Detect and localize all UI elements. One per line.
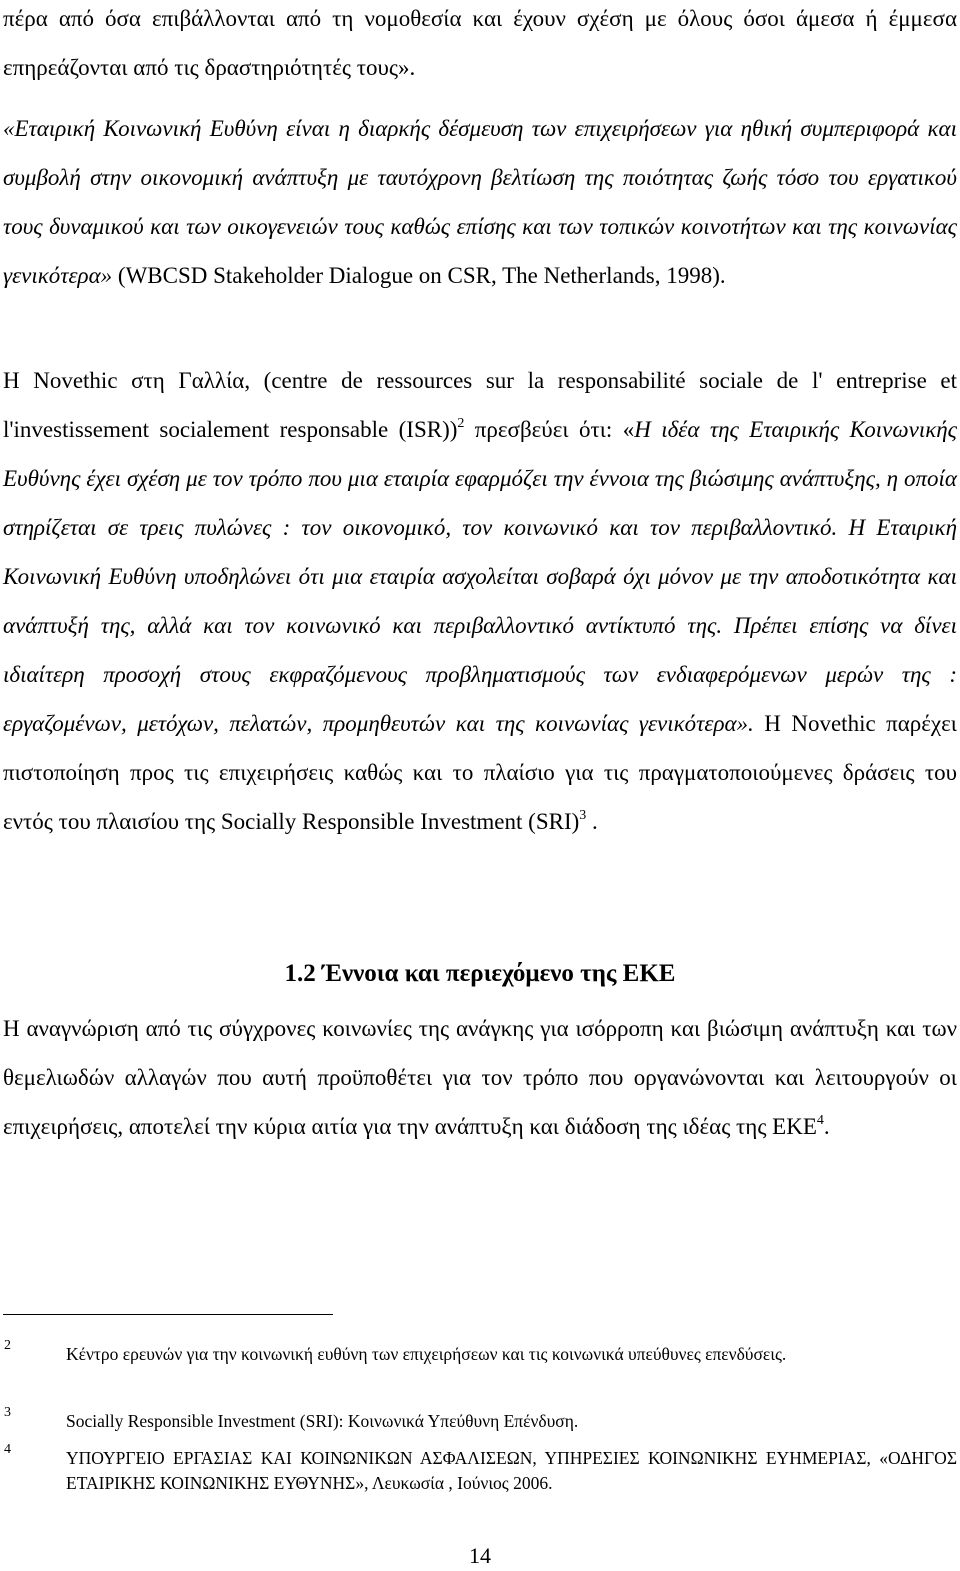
footnote-ref-3[interactable]: 3: [579, 808, 587, 823]
wbcsd-citation: (WBCSD Stakeholder Dialogue on CSR, The Netherlands, 1998).: [112, 263, 726, 288]
recognition-end: .: [823, 1114, 830, 1139]
novethic-end: .: [586, 809, 598, 834]
footnote-text: ΥΠΟΥΡΓΕΙΟ ΕΡΓΑΣΙΑΣ ΚΑΙ ΚΟΙΝΩΝΙΚΩΝ ΑΣΦΑΛΙΣΕΩΝ, ΥΠΗΡΕΣΙΕΣ ΚΟΙΝΩΝΙΚΗΣ ΕΥΗΜΕΡΙΑΣ, «ΟΔΗΓΟΣ ΕΤΑΙΡΙΚΗΣ ΚΟΙΝΩΝΙΚΗΣ ΕΥΘΥΝΗΣ», Λευκωσία , Ιούνιος 2006.: [66, 1448, 957, 1493]
novethic-lead-in: πρεσβεύει ότι: «: [464, 417, 635, 442]
footnote-number: 2: [4, 1338, 11, 1353]
section-heading: 1.2 Έννοια και περιεχόμενο της ΕΚΕ: [284, 960, 676, 987]
footnote-divider: [3, 1314, 333, 1315]
wbcsd-quote: «Εταιρική Κοινωνική Ευθύνη είναι η διαρκής δέσμευση των επιχειρήσεων για ηθική συμπεριφορά και συμβολή στην οικονομική ανάπτυξη με ταυτόχρονη βελτίωση της ποιότητας ζωής τόσο του εργατικού τους δυναμικού και των οικογενειών τους καθώς επίσης και των τοπικών κοινοτήτων και της κοινωνίας γενικότερα»: [3, 116, 957, 288]
novethic-intro: H Novethic στη Γαλλία, (centre de ressources sur la responsabilité sociale de l' entreprise et l'investissement socialement responsable (ISR)): [3, 368, 957, 442]
footnote-text: Κέντρο ερευνών για την κοινωνική ευθύνη των επιχειρήσεων και τις κοινωνικά υπεύθυνες επενδύσεις.: [66, 1344, 787, 1364]
novethic-quote: Η ιδέα της Εταιρικής Κοινωνικής Ευθύνης έχει σχέση με τον τρόπο που μια εταιρία εφαρμόζει την έννοια της βιώσιμης ανάπτυξης, η οποία στηρίζεται σε τρεις πυλώνες : τον οικονομικό, τον κοινωνικό και τον περιβαλλοντικό. Η Εταιρική Κοινωνική Ευθύνη υποδηλώνει ότι μια εταιρία ασχολείται σοβαρά όχι μόνον με την αποδοτικότητα και ανάπτυξή της, αλλά και τον κοινωνικό και περιβαλλοντικό αντίκτυπό της. Πρέπει επίσης να δίνει ιδιαίτερη προσοχή στους εκφραζόμενους προβληματισμούς των ενδιαφερόμενων μερών της : εργαζομένων, μετόχων, πελατών, προμηθευτών και της κοινωνίας γενικότερα».: [3, 417, 958, 736]
paragraph-wbcsd-definition: [3, 104, 957, 300]
page-number: 14: [469, 1543, 491, 1568]
paragraph-novethic: [3, 356, 957, 846]
footnote-text: Socially Responsible Investment (SRI): Κοινωνικά Υπεύθυνη Επένδυση.: [66, 1411, 579, 1431]
paragraph-recognition: [3, 1004, 957, 1151]
footnote-ref-2[interactable]: 2: [457, 416, 465, 431]
paragraph-continuation: [3, 0, 957, 92]
footnote-ref-4[interactable]: 4: [816, 1113, 824, 1128]
footnote-number: 4: [4, 1442, 11, 1457]
paragraph-1-text: πέρα από όσα επιβάλλονται από τη νομοθεσία και έχουν σχέση με όλους όσοι άμεσα ή έμμεσα επηρεάζονται από τις δραστηριότητές τους».: [3, 6, 957, 80]
novethic-rest: H Novethic παρέχει πιστοποίηση προς τις επιχειρήσεις καθώς και το πλαίσιο για τις πραγματοποιούμενες δράσεις του εντός του πλαισίου της Socially Responsible Investment (SRI): [3, 711, 957, 834]
recognition-text: Η αναγνώριση από τις σύγχρονες κοινωνίες της ανάγκης για ισόρροπη και βιώσιμη ανάπτυξη και των θεμελιωδών αλλαγών που αυτή προϋποθέτει για τον τρόπο που οργανώνονται και λειτουργούν οι επιχειρήσεις, αποτελεί την κύρια αιτία για την ανάπτυξη και διάδοση της ιδέας της ΕΚΕ: [3, 1016, 957, 1139]
footnote-number: 3: [4, 1405, 11, 1420]
